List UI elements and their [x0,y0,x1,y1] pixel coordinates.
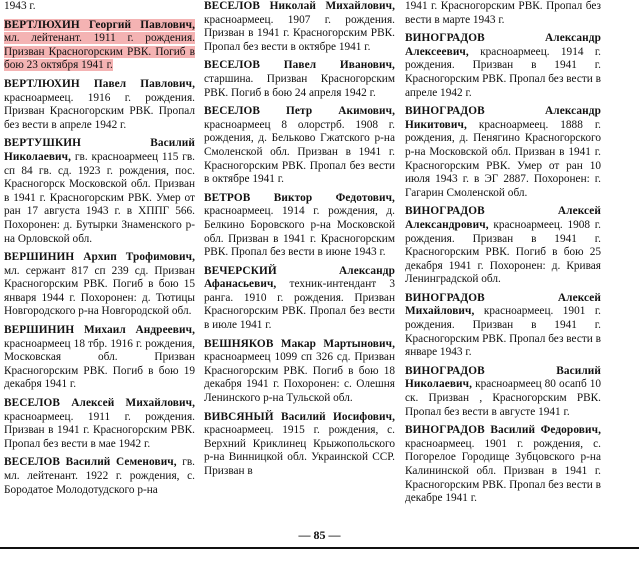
person-name: ВИНОГРАДОВ Александр Никитович, [405,105,601,131]
record-text: 1943 г. [4,0,36,12]
record-text: 1941 г. Красногорским РВК. Пропал без вести в марте 1943 г. [405,0,601,26]
record-text: красноармеец 1099 сп 326 сд. Призван Красногорским РВК. Погиб в бою 18 декабря 1941 г. Похоронен: с. Олешня Ленинского р-на Тульской обл. [204,351,395,405]
record-text: мл. лейтенант. 1911 г. рождения. Призван Красногорским РВК. Погиб в бою 23 октября 1941 г. [4,32,195,72]
record-text: старшина. Призван Красногорским РВК. Погиб в бою 24 апреля 1942 г. [204,72,395,99]
column-3 [405,0,601,511]
record-entry [405,32,601,100]
record-text: красноармеец. 1901 г. рождения. Призван в 1941 г. Красногорским РВК. Пропал без вести в январе 1943 г. [405,305,602,359]
record-entry [405,205,601,287]
person-name: ВЕСЕЛОВ Петр Акимович, [204,105,395,118]
record-text: мл. сержант 817 сп 239 сд. Призван Красногорским РВК. Погиб в бою 15 января 1944 г. Похоронен: д. Тютицы Новгородского р-на Новгородской обл. [4,264,195,318]
record-text: красноармеец. 1915 г. рождения, с. Верхний Криклинец Крыжопольского р-на Винницкой обл. Украинской ССР. Призван в [204,424,395,477]
record-entry [4,251,195,319]
person-name: ВИВСЯНЫЙ Василий Иосифович, [204,410,395,423]
person-name: ВЕШНЯКОВ Макар Мартынович, [204,337,395,350]
record-entry [204,411,395,479]
record-entry [405,365,601,419]
person-name: ВЕСЕЛОВ Алексей Михайлович, [4,397,195,410]
record-text: красноармеец 18 тбр. 1916 г. рождения, Московская обл. Призван Красногорским РВК. Погиб в бою 19 декабря 1941 г. [4,337,195,391]
person-name: ВЕРТЛЮХИН Павел Павлович, [4,77,195,90]
record-entry [204,0,395,54]
record-entry [4,397,195,451]
person-name: ВЕСЕЛОВ Павел Иванович, [204,59,395,72]
person-name: ВЕСЕЛОВ Василий Семенович, [4,456,177,469]
record-text: красноармеец. 1914 г. рождения, д. Белкино Боровского р-на Московской обл. Призван в 1941 г. Красногорским РВК. Пропал без вести в июне 1943 г. [204,205,395,259]
record-text: красноармеец. 1907 г. рождения. Призван в 1941 г. Красногорским РВК. Пропал без вести в октябре 1941 г. [204,13,395,53]
person-name: ВЕРТЛЮХИН Георгий Павлович, [4,18,195,31]
person-name: ВИНОГРАДОВ Василий Николаевич, [405,364,601,391]
person-name: ВЕРШИНИН Архип Трофимович, [4,251,195,264]
record-entry [4,324,195,392]
person-name: ВИНОГРАДОВ Алексей Александрович, [405,205,601,231]
record-text: гв. мл. лейтенант. 1922 г. рождения, с. Бородатое Молодотудского р-на [4,456,195,496]
record-entry [204,338,395,406]
person-name: ВЕЧЕРСКИЙ Александр Афанасьевич, [204,264,395,291]
record-entry [405,424,601,506]
record-entry [4,78,195,132]
bottom-rule [0,547,639,549]
page-number: — 85 — [298,528,341,542]
person-name: ВЕРТУШКИН Василий Николаевич, [4,137,195,163]
record-entry [405,0,601,27]
record-text: красноармеец. 1914 г. рождения. Призван в 1941 г. Красногорским РВК. Пропал без вести в апреле 1942 г. [405,45,602,99]
record-entry [204,105,395,187]
record-entry [4,0,195,14]
record-text: красноармеец. 1916 г. рождения. Призван Красногорским РВК. Пропал без вести в апреле 1942 г. [4,91,195,131]
record-entry [4,19,195,73]
record-text: гв. красноармеец 115 гв. сп 84 гв. сд. 1923 г. рождения, пос. Красногорск Московской обл. Призван в 1941 г. Красногорским РВК. Умер от ран 17 августа 1943 г. в ХППГ 566. Похоронен: д. Бутырки Знаменского р-на Орловской обл. [4,150,195,245]
person-name: ВЕТРОВ Виктор Федотович, [204,191,395,204]
record-text: красноармеец. 1888 г. рождения, д. Пенягино Красногорского р-на Московской обл. Призван в 1941 г. Красногорским РВК. Умер от ран 10 июля 1943 г. в ЭГ 2887. Похоронен: г. Гагарин Смоленской обл. [405,118,601,199]
record-text: красноармеец 8 олорстрб. 1908 г. рождения, д. Бельково Гжатского р-на Смоленской обл. Призван в 1941 г. Красногорским РВК. Пропал без вести в октябре 1941 г. [204,118,395,186]
person-name: ВИНОГРАДОВ Алексей Михайлович, [405,291,601,318]
person-name: ВИНОГРАДОВ Василий Федорович, [405,424,601,437]
column-1 [4,0,195,502]
record-entry [204,265,395,333]
record-entry [405,292,601,360]
record-text: красноармеец 80 осапб 10 ск. Призван , Красногорским РВК. Пропал без вести в августе 1941 г. [405,378,601,418]
record-entry [204,59,395,100]
record-entry [4,137,195,246]
record-text: техник-интендант 3 ранга. 1910 г. рождения. Призван Красногорским РВК. Пропал без вести в июле 1941 г. [204,278,395,332]
record-entry [4,456,195,497]
column-2 [204,0,395,484]
record-entry [204,192,395,260]
person-name: ВИНОГРАДОВ Александр Алексеевич, [405,32,601,58]
person-name: ВЕРШИНИН Михаил Андреевич, [4,324,195,337]
record-text: красноармеец. 1901 г. рождения, с. Погорелое Городище Зубцовского р-на Калининской обл. Призван в 1941 г. Красногорским РВК. Пропал без вести в декабре 1941 г. [405,437,601,505]
record-text: красноармеец. 1908 г. рождения. Призван в 1941 г. Красногорским РВК. Погиб в бою 25 декабря 1941 г. Похоронен: д. Кривая Ленинградской обл. [405,218,601,286]
person-name: ВЕСЕЛОВ Николай Михайлович, [204,0,395,12]
record-text: красноармеец. 1911 г. рождения. Призван в 1941 г. Красногорским РВК. Пропал без вести в мае 1942 г. [4,410,195,450]
record-entry [405,105,601,200]
